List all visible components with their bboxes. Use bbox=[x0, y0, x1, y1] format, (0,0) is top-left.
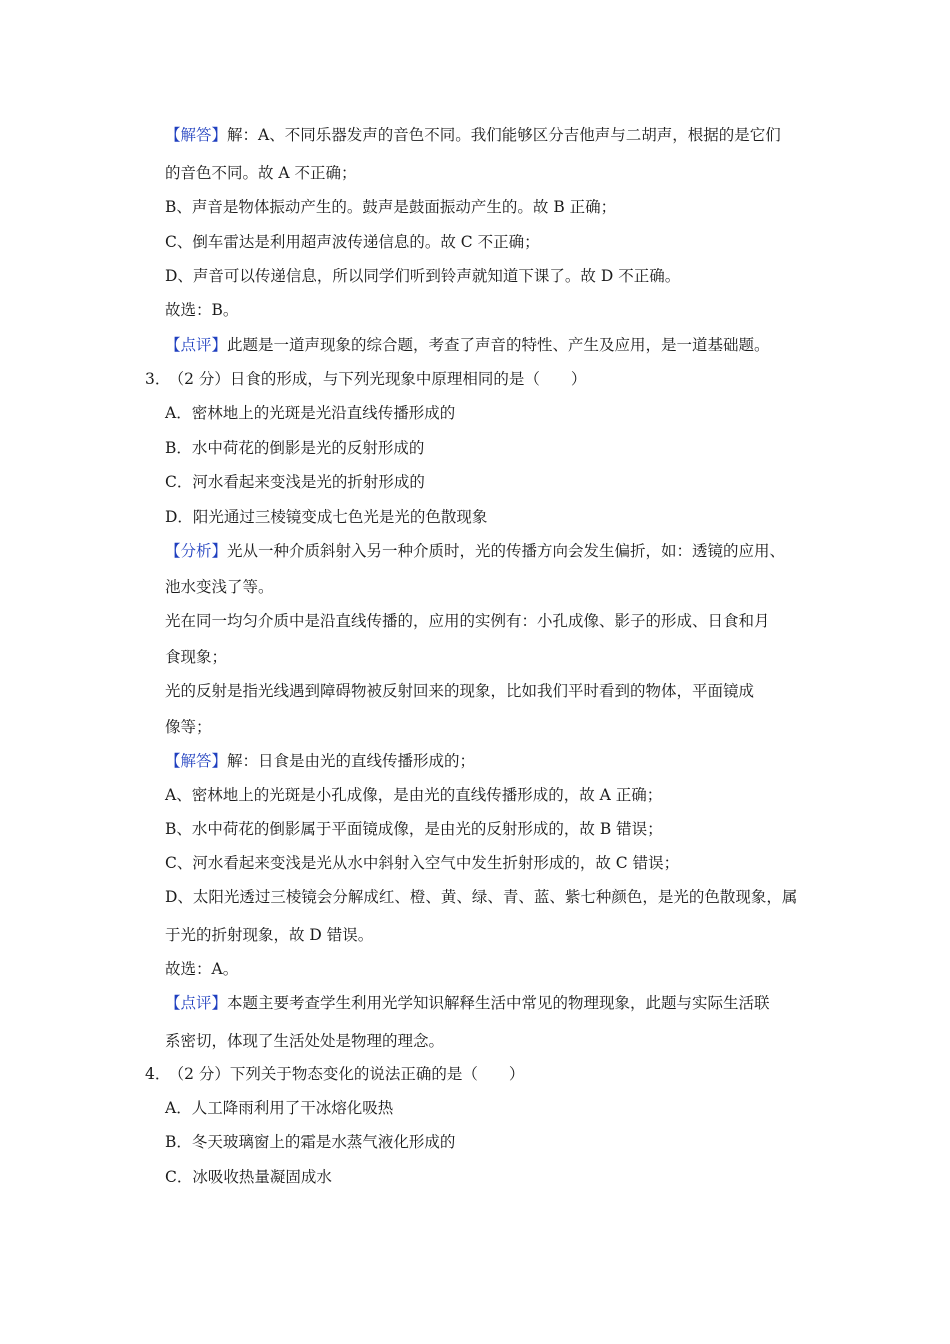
q2-answer-line-4: C、倒车雷达是利用超声波传递信息的。故 C 不正确； bbox=[165, 233, 540, 251]
q3-option-d: D．阳光通过三棱镜变成七色光是光的色散现象 bbox=[165, 508, 488, 526]
q2-answer-line-3: B、声音是物体振动产生的。鼓声是鼓面振动产生的。故 B 正确； bbox=[165, 198, 617, 216]
review-text: 本题主要考查学生利用光学知识解释生活中常见的物理现象，此题与实际生活联 bbox=[227, 994, 770, 1012]
q3-analysis-line-2: 池水变浅了等。 bbox=[165, 578, 274, 596]
question-text: （2 分）下列关于物态变化的说法正确的是（ ） bbox=[176, 1065, 525, 1083]
q4-stem bbox=[145, 1064, 524, 1084]
q3-stem bbox=[145, 369, 586, 389]
q3-answer-line-4: D、太阳光透过三棱镜会分解成红、橙、黄、绿、青、蓝、紫七种颜色，是光的色散现象，属 bbox=[165, 888, 798, 906]
q2-answer-line-5: D、声音可以传递信息，所以同学们听到铃声就知道下课了。故 D 不正确。 bbox=[165, 267, 681, 285]
q3-option-b: B．水中荷花的倒影是光的反射形成的 bbox=[165, 439, 425, 457]
review-text: 此题是一道声现象的综合题，考查了声音的特性、产生及应用，是一道基础题。 bbox=[227, 336, 770, 354]
q3-option-a: A．密林地上的光斑是光沿直线传播形成的 bbox=[165, 404, 456, 422]
q3-answer-intro bbox=[165, 751, 475, 771]
question-text: （2 分）日食的形成，与下列光现象中原理相同的是（ ） bbox=[176, 370, 587, 388]
q3-option-c: C．河水看起来变浅是光的折射形成的 bbox=[165, 473, 425, 491]
answer-tag: 【解答】 bbox=[165, 752, 228, 770]
q3-analysis-line-6: 像等； bbox=[165, 718, 212, 736]
q3-answer-line-2: B、水中荷花的倒影属于平面镜成像，是由光的反射形成的，故 B 错误； bbox=[165, 820, 663, 838]
q3-review-line-2: 系密切，体现了生活处处是物理的理念。 bbox=[165, 1032, 445, 1050]
review-tag: 【点评】 bbox=[165, 336, 228, 354]
q3-analysis-line-5: 光的反射是指光线遇到障碍物被反射回来的现象，比如我们平时看到的物体，平面镜成 bbox=[165, 682, 755, 700]
q4-option-c: C．冰吸收热量凝固成水 bbox=[165, 1168, 332, 1186]
answer-tag: 【解答】 bbox=[165, 126, 228, 144]
q3-answer-line-3: C、河水看起来变浅是光从水中斜射入空气中发生折射形成的，故 C 错误； bbox=[165, 854, 680, 872]
q3-analysis-line-3: 光在同一均匀介质中是沿直线传播的，应用的实例有：小孔成像、影子的形成、日食和月 bbox=[165, 612, 770, 630]
q4-option-a: A．人工降雨利用了干冰熔化吸热 bbox=[165, 1099, 394, 1117]
answer-text: 解：日食是由光的直线传播形成的； bbox=[227, 752, 476, 770]
question-number: 3． bbox=[145, 370, 171, 388]
q3-analysis-line-1 bbox=[165, 541, 785, 561]
q2-answer-line-2: 的音色不同。故 A 不正确； bbox=[165, 164, 357, 182]
q4-option-b: B．冬天玻璃窗上的霜是水蒸气液化形成的 bbox=[165, 1133, 456, 1151]
q3-answer-line-1: A、密林地上的光斑是小孔成像，是由光的直线传播形成的，故 A 正确； bbox=[165, 786, 663, 804]
q3-choice: 故选：A。 bbox=[165, 960, 239, 978]
q2-answer-line-1 bbox=[165, 125, 781, 145]
review-tag: 【点评】 bbox=[165, 994, 228, 1012]
q3-answer-line-5: 于光的折射现象，故 D 错误。 bbox=[165, 926, 374, 944]
analysis-tag: 【分析】 bbox=[165, 542, 228, 560]
question-number: 4． bbox=[145, 1065, 171, 1083]
q3-analysis-line-4: 食现象； bbox=[165, 648, 228, 666]
answer-text: 解：A、不同乐器发声的音色不同。我们能够区分吉他声与二胡声，根据的是它们 bbox=[227, 126, 781, 144]
q2-review bbox=[165, 335, 770, 355]
q2-choice: 故选：B。 bbox=[165, 301, 239, 319]
analysis-text: 光从一种介质斜射入另一种介质时，光的传播方向会发生偏折，如：透镜的应用、 bbox=[227, 542, 786, 560]
q3-review-line-1 bbox=[165, 993, 770, 1013]
